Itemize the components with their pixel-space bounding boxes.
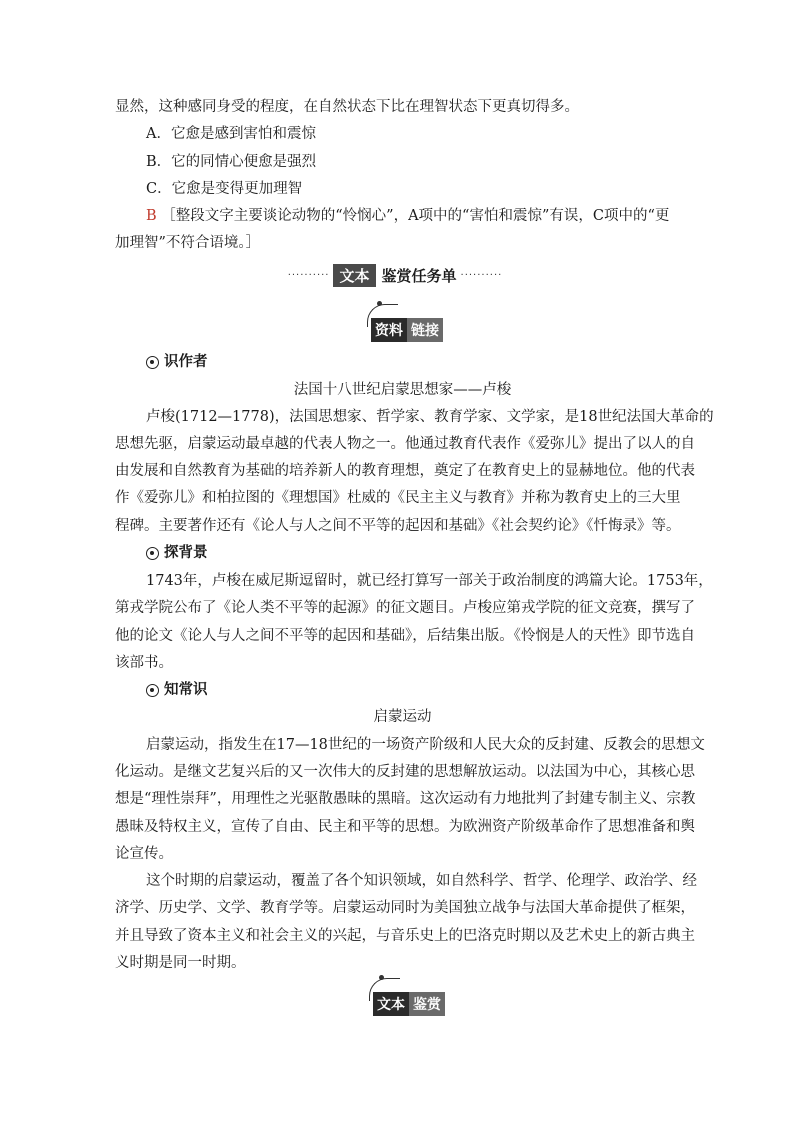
tag-left: 文本: [373, 992, 409, 1016]
knowledge-line: 化运动。是继文艺复兴后的又一次伟大的反封建的思想解放运动。以法国为中心，其核心思: [115, 764, 695, 780]
arc-dot: [379, 975, 384, 980]
option-a: A．它愈是感到害怕和震惊: [146, 126, 316, 142]
bullet-circle-icon: [146, 356, 159, 369]
tag-ziliao-lianjie: [371, 318, 443, 342]
tag-right: 鉴赏: [409, 992, 445, 1016]
bullet-circle-icon: [146, 547, 159, 560]
author-line: 程碑。主要著作还有《论人与人之间不平等的起因和基础》《社会契约论》《忏悔录》等。: [115, 518, 681, 534]
knowledge-title: 启蒙运动: [373, 709, 432, 725]
tag-left: 资料: [371, 318, 407, 342]
dots-right: ··········: [460, 269, 503, 281]
section-head-knowledge: [146, 680, 208, 700]
section-head-author: [146, 352, 208, 372]
task-banner: [272, 263, 518, 287]
answer-letter: B: [146, 208, 157, 224]
knowledge-line: 这个时期的启蒙运动，覆盖了各个知识领域，如自然科学、哲学、伦理学、政治学、经: [146, 873, 697, 889]
answer-continuation: 加理智”不符合语境。］: [115, 235, 261, 251]
author-title: 法国十八世纪启蒙思想家——卢梭: [293, 382, 512, 398]
knowledge-line: 启蒙运动，指发生在17—18世纪的一场资产阶级和人民大众的反封建、反教会的思想文: [146, 737, 705, 753]
background-line: 第戎学院公布了《论人类不平等的起源》的征文题目。卢梭应第戎学院的征文竞赛，撰写了: [115, 600, 695, 616]
background-line: 1743年，卢梭在威尼斯逗留时，就已经打算写一部关于政治制度的鸿篇大论。1753年，: [146, 573, 713, 589]
paragraph-line: 显然，这种感同身受的程度，在自然状态下比在理智状态下更真切得多。: [115, 99, 579, 115]
author-line: 思想先驱，启蒙运动最卓越的代表人物之一。他通过教育代表作《爱弥儿》提出了以人的自: [115, 436, 695, 452]
tag-right: 链接: [407, 318, 443, 342]
knowledge-line: 义时期是同一时期。: [115, 955, 246, 971]
knowledge-line: 想是“理性崇拜”，用理性之光驱散愚昧的黑暗。这次运动有力地批判了封建专制主义、宗教: [115, 791, 696, 807]
section-head-text: 探背景: [164, 545, 208, 561]
knowledge-line: 论宣传。: [115, 846, 173, 862]
author-line: 由发展和自然教育为基础的培养新人的教育理想，奠定了在教育史上的显赫地位。他的代表: [115, 463, 695, 479]
banner-title: 鉴赏任务单: [381, 266, 457, 285]
banner-box: 文本: [333, 264, 375, 287]
author-line: 卢梭(1712—1778)，法国思想家、哲学家、教育学家、文学家，是18世纪法国大革命的: [146, 409, 714, 425]
option-b: B．它的同情心便愈是强烈: [146, 154, 317, 170]
bullet-circle-icon: [146, 684, 159, 697]
answer-text: ［整段文字主要谈论动物的“怜悯心”，A项中的“害怕和震惊”有误，C项中的“更: [161, 208, 670, 224]
dots-left: ··········: [287, 269, 330, 281]
arc-decoration: [369, 978, 400, 1001]
answer-explanation: [146, 206, 721, 226]
knowledge-line: 济学、历史学、文学、教育学等。启蒙运动同时为美国独立战争与法国大革命提供了框架，: [115, 900, 695, 916]
arc-decoration: [367, 304, 398, 327]
arc-dot: [377, 301, 382, 306]
option-c: C．它愈是变得更加理智: [146, 181, 303, 197]
section-head-background: [146, 543, 208, 563]
section-head-text: 识作者: [164, 354, 208, 370]
knowledge-line: 并且导致了资本主义和社会主义的兴起，与音乐史上的巴洛克时期以及艺术史上的新古典主: [115, 928, 695, 944]
tag-wenben-jianshang: [373, 992, 445, 1016]
knowledge-line: 愚昧及特权主义，宣传了自由、民主和平等的思想。为欧洲资产阶级革命作了思想准备和舆: [115, 819, 695, 835]
author-line: 作《爱弥儿》和柏拉图的《理想国》杜威的《民主主义与教育》并称为教育史上的三大里: [115, 490, 681, 506]
section-head-text: 知常识: [164, 682, 208, 698]
background-line: 他的论文《论人与人之间不平等的起因和基础》，后结集出版。《怜悯是人的天性》即节选自: [115, 628, 695, 644]
background-line: 该部书。: [115, 655, 173, 671]
